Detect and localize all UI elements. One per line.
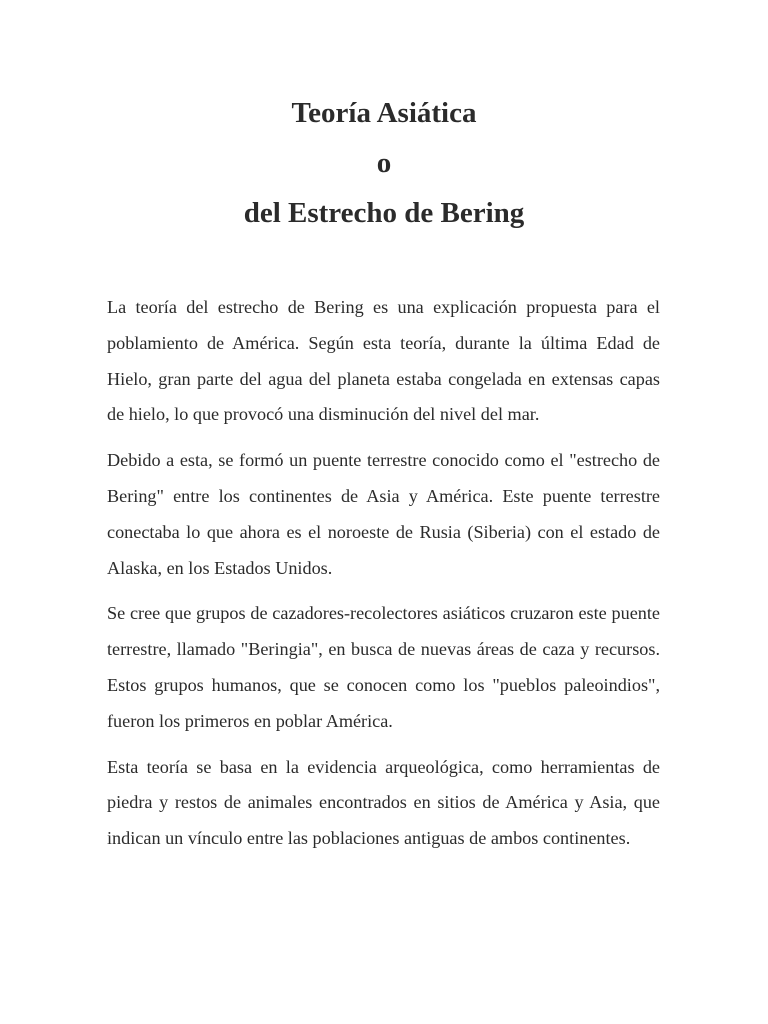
paragraph-4: Esta teoría se basa en la evidencia arqueológica, como herramientas de piedra y restos de animales encontrados en sitios de América y Asia, que indican un vínculo entre las poblaciones antiguas de ambos continentes. (107, 756, 660, 849)
paragraph-3: Se cree que grupos de cazadores-recolectores asiáticos cruzaron este puente terrestre, llamado "Beringia", en busca de nuevas áreas de caza y recursos. Estos grupos humanos, que se conocen como los "pueblos paleoindios", fueron los primeros en poblar América. (107, 603, 660, 731)
title-line-3: del Estrecho de Bering (243, 197, 525, 229)
title-line-1: Teoría Asiática (291, 97, 477, 129)
title-line-2: o (376, 147, 392, 179)
paragraph-1: La teoría del estrecho de Bering es una explicación propuesta para el poblamiento de América. Según esta teoría, durante la última Edad de Hielo, gran parte del agua del planeta estaba congelada en extensas capas de hielo, lo que provocó una disminución del nivel del mar. (107, 297, 660, 425)
document-title (0, 88, 768, 238)
paragraph-2: Debido a esta, se formó un puente terrestre conocido como el "estrecho de Bering" entre los continentes de Asia y América. Este puente terrestre conectaba lo que ahora es el noroeste de Rusia (Siberia) con el estado de Alaska, en los Estados Unidos. (107, 450, 660, 578)
document-body (107, 290, 660, 867)
